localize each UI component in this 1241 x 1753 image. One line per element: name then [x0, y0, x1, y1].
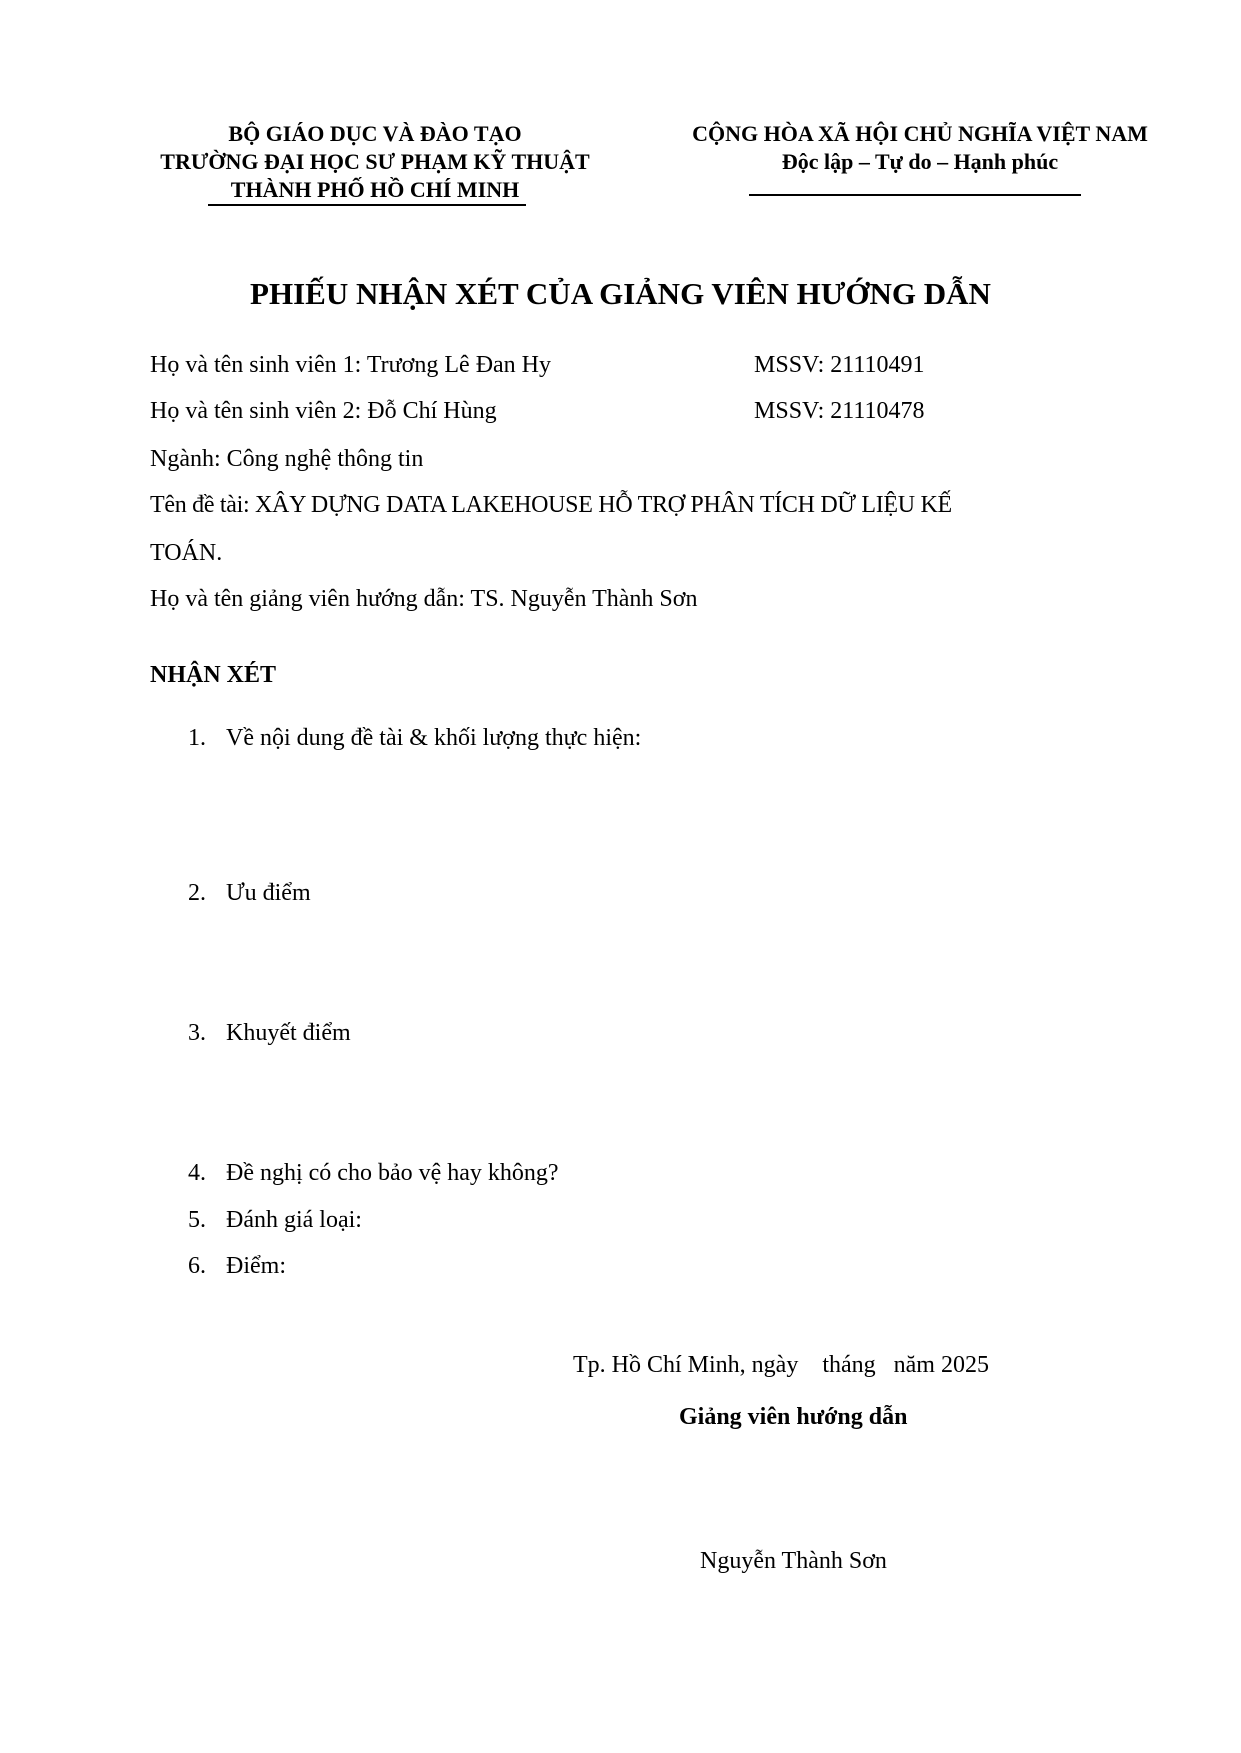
review-heading: NHẬN XÉT — [150, 662, 277, 688]
right-header-divider — [749, 194, 1081, 196]
national-motto: Độc lập – Tự do – Hạnh phúc — [781, 149, 1059, 174]
country-name: CỘNG HÒA XÃ HỘI CHỦ NGHĨA VIỆT NAM — [692, 121, 1148, 146]
advisor-name: Họ và tên giảng viên hướng dẫn: TS. Nguyễn Thành Sơn — [150, 586, 698, 612]
student1-name: Họ và tên sinh viên 1: Trương Lê Đan Hy — [150, 352, 552, 378]
topic-line-2: TOÁN. — [150, 540, 223, 566]
ministry-header — [140, 120, 610, 204]
signer-name: Nguyễn Thành Sơn — [700, 1548, 887, 1574]
signature-role: Giảng viên hướng dẫn — [679, 1404, 908, 1430]
review-item: 2. Ưu điểm — [188, 880, 311, 906]
city-name: THÀNH PHỐ HỒ CHÍ MINH — [230, 177, 520, 202]
signature-date: Tp. Hồ Chí Minh, ngày tháng năm 2025 — [573, 1352, 989, 1378]
national-header — [660, 120, 1180, 176]
review-item: 4. Đề nghị có cho bảo vệ hay không? — [188, 1160, 559, 1186]
review-item: 1. Về nội dung đề tài & khối lượng thực hiện: — [188, 725, 642, 751]
major: Ngành: Công nghệ thông tin — [150, 446, 424, 472]
review-item: 5. Đánh giá loại: — [188, 1207, 362, 1233]
page-title: PHIẾU NHẬN XÉT CỦA GIẢNG VIÊN HƯỚNG DẪN — [250, 276, 991, 311]
ministry-name: BỘ GIÁO DỤC VÀ ĐÀO TẠO — [228, 121, 522, 146]
review-item: 6. Điểm: — [188, 1253, 286, 1279]
left-header-divider — [208, 204, 526, 206]
review-item: 3. Khuyết điểm — [188, 1020, 351, 1046]
topic-line-1: Tên đề tài: XÂY DỰNG DATA LAKEHOUSE HỖ TRỢ PHÂN TÍCH DỮ LIỆU KẾ — [150, 492, 952, 518]
student1-id: MSSV: 21110491 — [754, 352, 925, 378]
university-name: TRƯỜNG ĐẠI HỌC SƯ PHẠM KỸ THUẬT — [160, 149, 590, 174]
student2-name: Họ và tên sinh viên 2: Đỗ Chí Hùng — [150, 398, 497, 424]
student2-id: MSSV: 21110478 — [754, 398, 925, 424]
